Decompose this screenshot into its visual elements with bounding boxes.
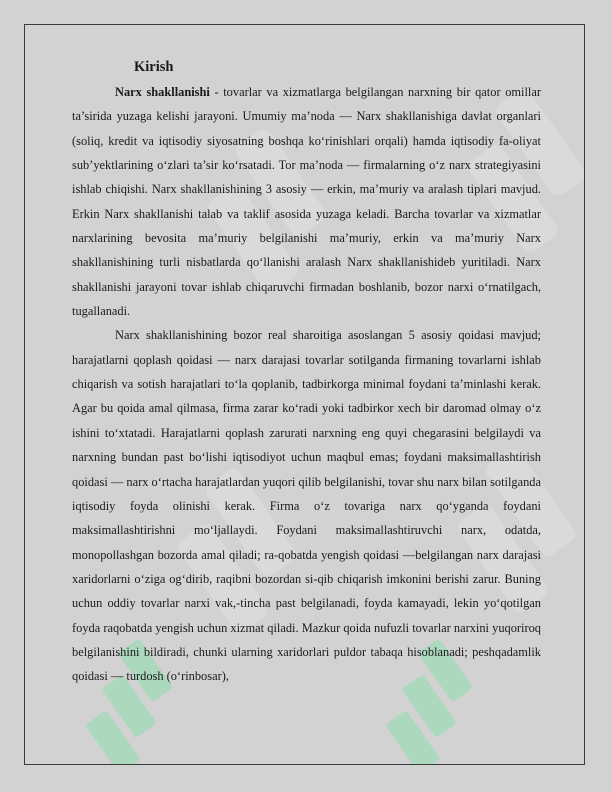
page-frame	[24, 24, 585, 765]
paragraph-2-text: Narx shakllanishining bozor real sharoitiga asoslangan 5 asosiy qoidasi mavjud; harajatlarni qoplash qoidasi — narx darajasi tovarlar sotilganda firmaning tovarlarni ishlab chiqarish va sotish harajatlari to‘la qoplanib, tadbirkorga minimal foydani ta’minlashi kerak. Agar bu qoida amal qilmasa, firma zarar ko‘radi yoki tadbirkor xech bir daromad olmay o‘z ishini to‘xtatadi. Harajatlarni qoplash zarurati narxning eng quyi chegarasini belgilaydi va narxning bundan past bo‘lishi iqtisodiyot uchun maqbul emas; foydani maksimallashtirish qoidasi — narx o‘rtacha harajatlardan yuqori qilib belgilanishi, tovar shu narx bilan sotilganda iqtisodiy foyda olinishi kerak. Firma o‘z tovariga narx qo‘yganda foydani maksimallashtirishni mo‘ljallaydi. Foydani maksimallashtiruvchi narx, odatda, monopollashgan bozorda amal qiladi; ra-qobatda yengish qoidasi —belgilangan narx darajasi xaridorlarni o‘ziga og‘dirib, raqibni bozordan si-qib chiqarish imkonini berishi zarur. Buning uchun oddiy tovarlar narxi vak,-tincha past belgilanadi, foyda kamayadi, lekin yo‘qotilgan foyda raqobatda yengish uchun xizmat qiladi. Mazkur qoida nufuzli tovarlar narxini yuqoriroq belgilanishini bildiradi, chunki ularning xaridorlari puldor tabaqa hisoblanadi; peshqadamlik qoidasi — turdosh (o‘rinbosar),	[72, 328, 541, 684]
paragraph-1-lead: Narx shakllanishi	[115, 85, 210, 99]
paragraph-1	[72, 80, 541, 323]
section-heading: Kirish	[134, 59, 174, 75]
paragraph-2	[72, 323, 541, 688]
paragraph-1-text: - tovarlar va xizmatlarga belgilangan narxning bir qator omillar ta’sirida yuzaga kelishi jarayoni. Umumiy ma’noda — Narx shakllanishiga davlat organlari (soliq, kredit va iqtisodiy siyosatning boshqa ko‘rinishlari orqali) hamda iqtisodiy fa-oliyat sub’yektlarining o‘zlari ta’sir ko‘rsatadi. Tor ma’noda — firmalarning o‘z narx strategiyasini ishlab chiqishi. Narx shakllanishining 3 asosiy — erkin, ma’muriy va aralash tiplari mavjud. Erkin Narx shakllanishi talab va taklif asosida yuzaga keladi. Barcha tovarlar va xizmatlar narxlarining bevosita ma’muriy belgilanishi ma’muriy, erkin va ma’muriy Narx shakllanishining turli nisbatlarda qo‘llanishi aralash Narx shakllanishideb yuritiladi. Narx shakllanishi jarayoni tovar ishlab chiqaruvchi firmadan boshlanib, bozor narxi o‘rnatilgach, tugallanadi.	[72, 85, 541, 319]
document-body	[72, 54, 541, 689]
